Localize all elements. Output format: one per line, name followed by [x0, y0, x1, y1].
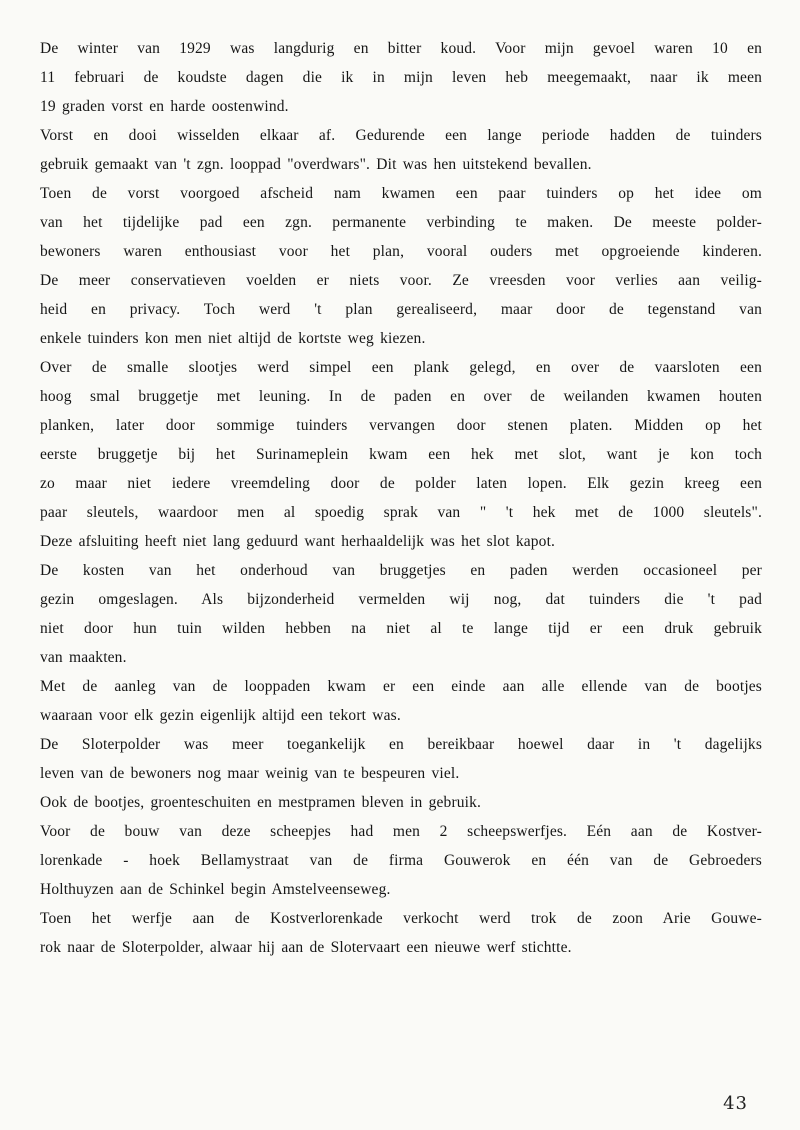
text-line: Deze afsluiting heeft niet lang geduurd want herhaaldelijk was het slot kapot.	[40, 533, 556, 550]
paragraph	[40, 730, 762, 788]
text-line: De winter van 1929 was langdurig en bitter koud. Voor mijn gevoel waren 10 en	[40, 40, 762, 57]
text-line: van maakten.	[40, 649, 127, 666]
text-line: gebruik gemaakt van 't zgn. looppad "overdwars". Dit was hen uitstekend bevallen.	[40, 156, 592, 173]
document-body	[40, 34, 762, 962]
text-line: zo maar niet iedere vreemdeling door de polder laten lopen. Elk gezin kreeg een	[40, 475, 762, 492]
text-line: Voor de bouw van deze scheepjes had men 2 scheepswerfjes. Eén aan de Kostver-	[40, 823, 762, 840]
text-line: Toen de vorst voorgoed afscheid nam kwamen een paar tuinders op het idee om	[40, 185, 762, 202]
text-line: leven van de bewoners nog maar weinig van te bespeuren viel.	[40, 765, 460, 782]
paragraph	[40, 817, 762, 904]
text-line: De kosten van het onderhoud van bruggetjes en paden werden occasioneel per	[40, 562, 762, 579]
text-line: Over de smalle slootjes werd simpel een plank gelegd, en over de vaarsloten een	[40, 359, 762, 376]
text-line: bewoners waren enthousiast voor het plan, vooral ouders met opgroeiende kinderen.	[40, 243, 762, 260]
text-line: heid en privacy. Toch werd 't plan gerealiseerd, maar door de tegenstand van	[40, 301, 762, 318]
paragraph	[40, 353, 762, 556]
text-line: Holthuyzen aan de Schinkel begin Amstelveenseweg.	[40, 881, 391, 898]
paragraph	[40, 121, 762, 179]
text-line: van het tijdelijke pad een zgn. permanente verbinding te maken. De meeste polder-	[40, 214, 762, 231]
text-line: 19 graden vorst en harde oostenwind.	[40, 98, 289, 115]
text-line: Ook de bootjes, groenteschuiten en mestpramen bleven in gebruik.	[40, 794, 482, 811]
paragraph	[40, 672, 762, 730]
text-line: rok naar de Sloterpolder, alwaar hij aan de Slotervaart een nieuwe werf stichtte.	[40, 939, 572, 956]
page-number: 43	[723, 1093, 748, 1114]
text-line: niet door hun tuin wilden hebben na niet al te lange tijd er een druk gebruik	[40, 620, 762, 637]
text-line: eerste bruggetje bij het Surinameplein kwam een hek met slot, want je kon toch	[40, 446, 762, 463]
text-line: Vorst en dooi wisselden elkaar af. Gedurende een lange periode hadden de tuinders	[40, 127, 762, 144]
text-line: paar sleutels, waardoor men al spoedig sprak van " 't hek met de 1000 sleutels".	[40, 504, 762, 521]
text-line: enkele tuinders kon men niet altijd de kortste weg kiezen.	[40, 330, 426, 347]
text-line: waaraan voor elk gezin eigenlijk altijd een tekort was.	[40, 707, 401, 724]
paragraph	[40, 179, 762, 353]
text-line: hoog smal bruggetje met leuning. In de paden en over de weilanden kwamen houten	[40, 388, 762, 405]
paragraph	[40, 904, 762, 962]
paragraph	[40, 34, 762, 121]
text-line: Toen het werfje aan de Kostverlorenkade verkocht werd trok de zoon Arie Gouwe-	[40, 910, 762, 927]
text-line: planken, later door sommige tuinders vervangen door stenen platen. Midden op het	[40, 417, 762, 434]
paragraph	[40, 788, 762, 817]
text-line: 11 februari de koudste dagen die ik in mijn leven heb meegemaakt, naar ik meen	[40, 69, 762, 86]
text-line: gezin omgeslagen. Als bijzonderheid vermelden wij nog, dat tuinders die 't pad	[40, 591, 762, 608]
text-line: Met de aanleg van de looppaden kwam er een einde aan alle ellende van de bootjes	[40, 678, 762, 695]
text-line: De meer conservatieven voelden er niets voor. Ze vreesden voor verlies aan veilig-	[40, 272, 762, 289]
paragraph	[40, 556, 762, 672]
text-line: lorenkade - hoek Bellamystraat van de firma Gouwerok en één van de Gebroeders	[40, 852, 762, 869]
text-line: De Sloterpolder was meer toegankelijk en bereikbaar hoewel daar in 't dagelijks	[40, 736, 762, 753]
